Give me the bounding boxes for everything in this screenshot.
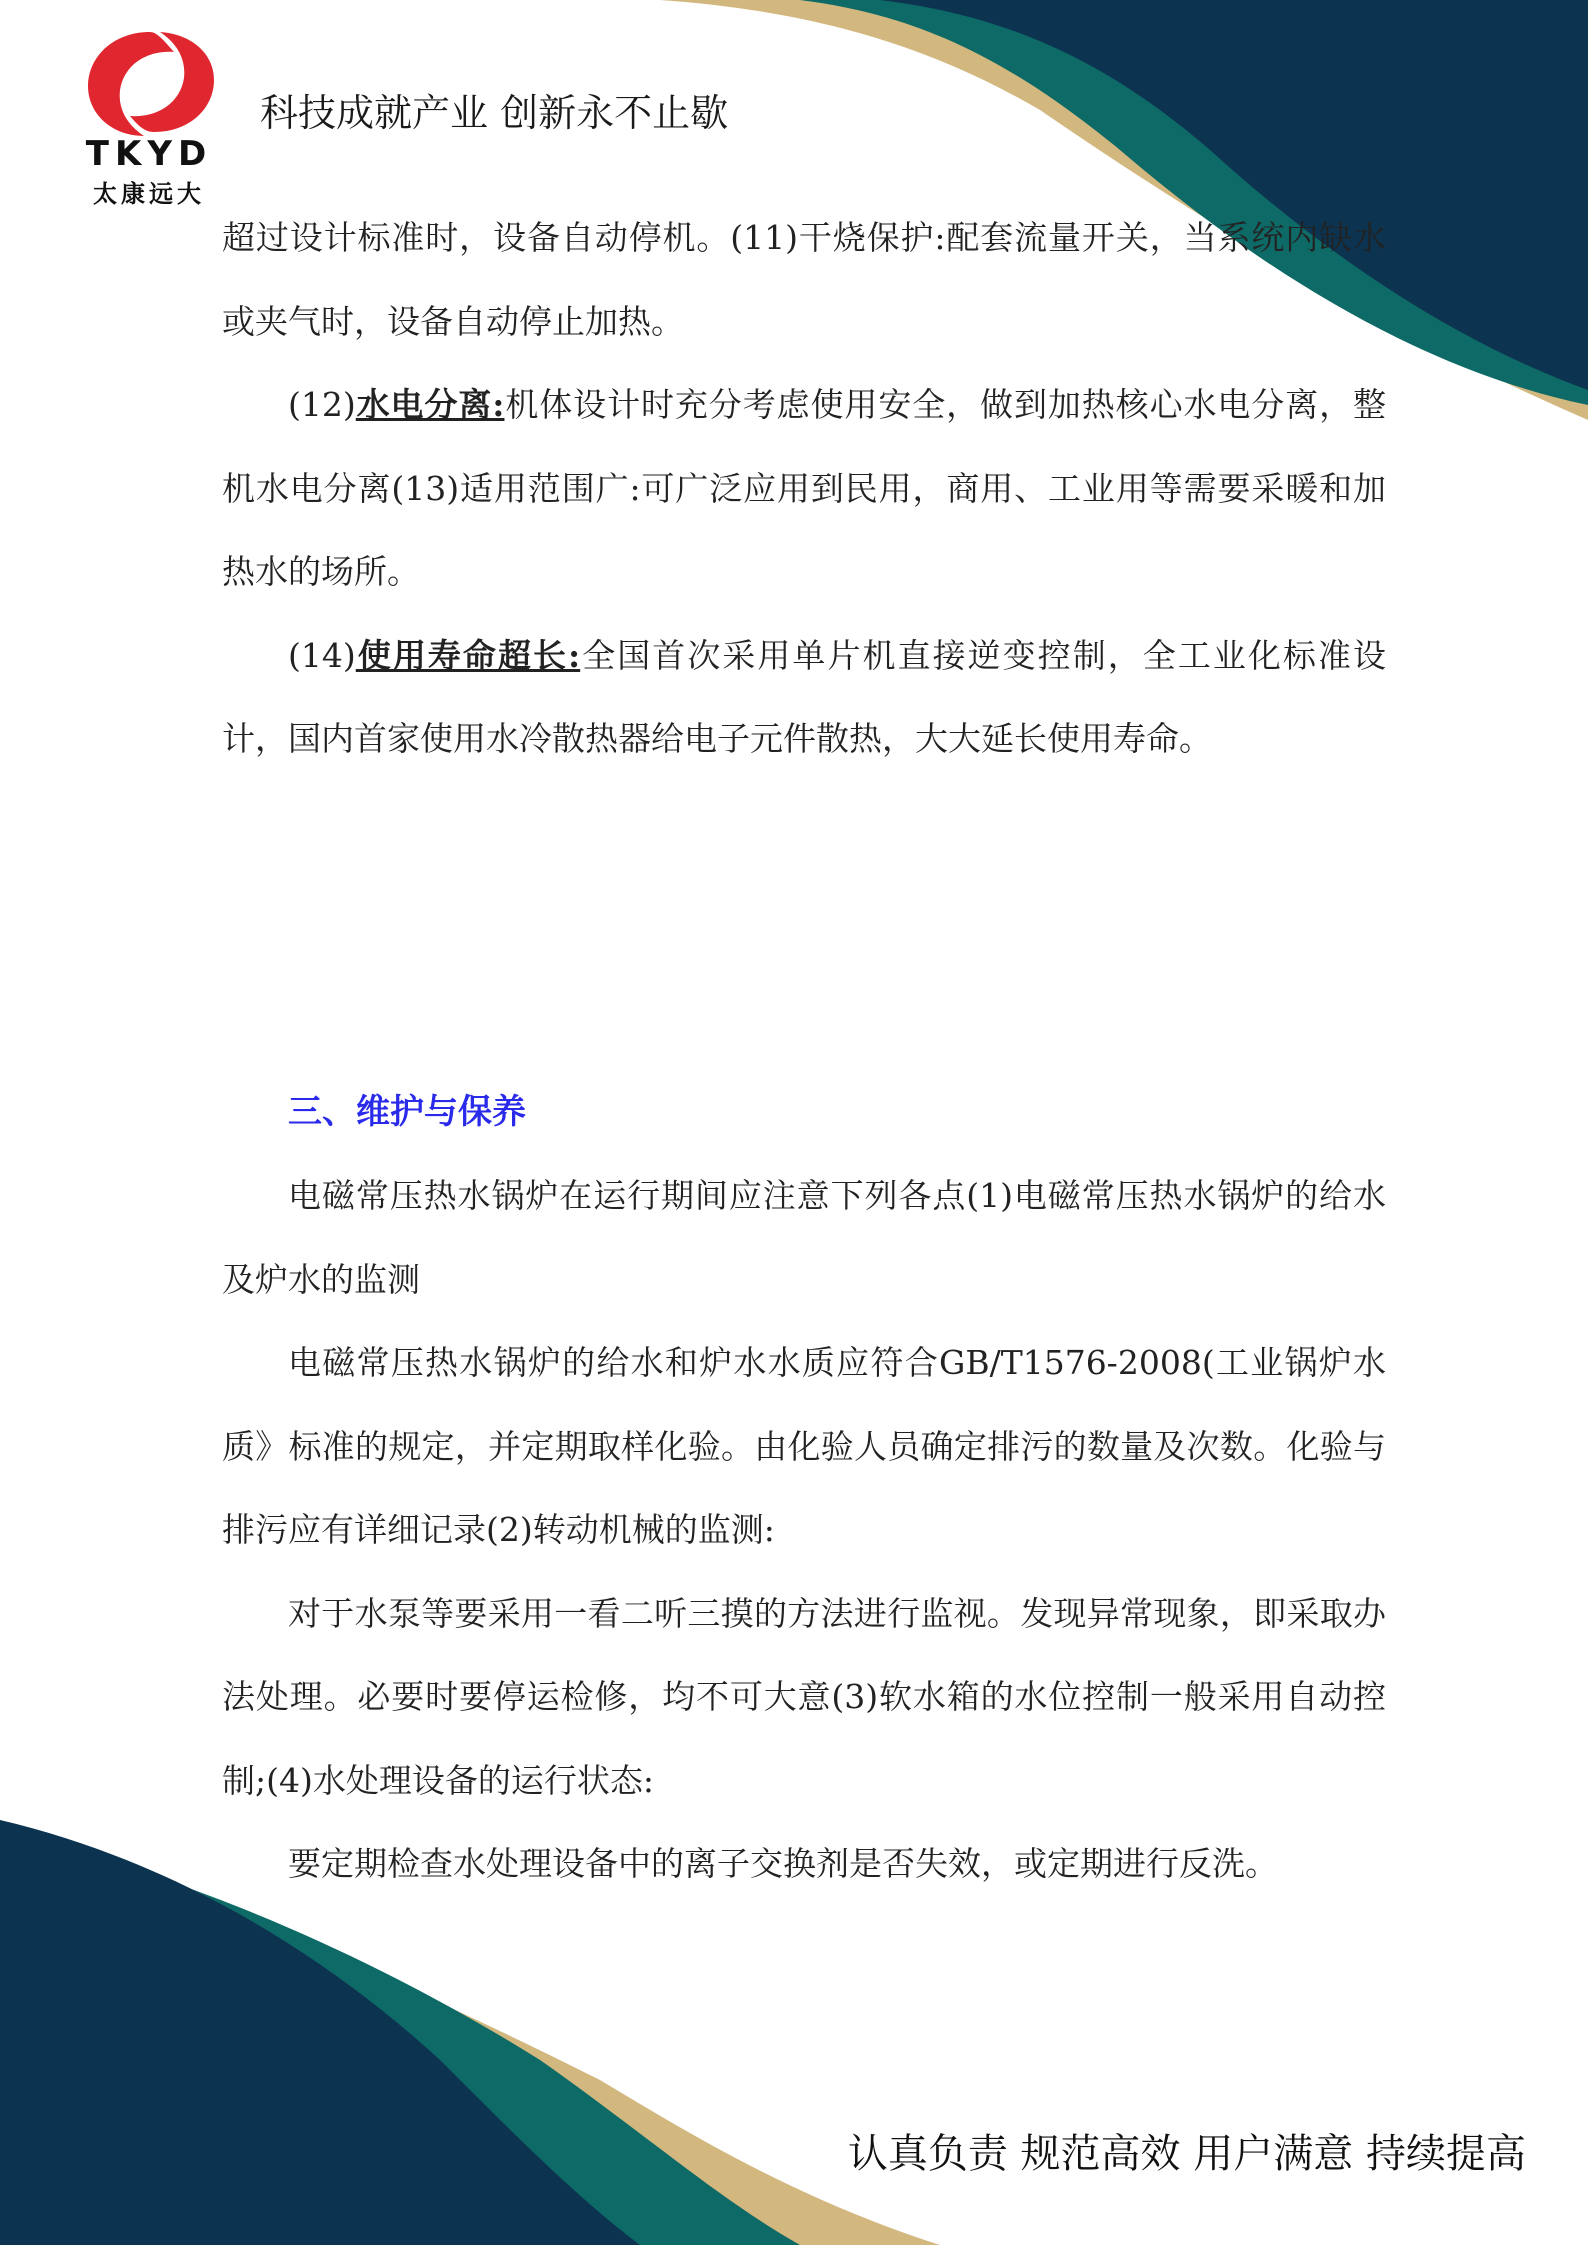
keyword-water-electric-separation: 水电分离:	[355, 385, 505, 424]
item-number: (14)	[288, 635, 356, 675]
logo-letters: TKYD	[85, 134, 213, 174]
logo-company-name: 太康远大	[93, 180, 205, 208]
paragraph-2	[222, 363, 1386, 614]
header-slogan: 科技成就产业 创新永不止歇	[260, 91, 729, 135]
item-number: (12)	[288, 385, 356, 424]
document-body	[222, 196, 1386, 1906]
section-heading: 三、维护与保养	[288, 1091, 526, 1132]
keyword-long-service-life: 使用寿命超长:	[355, 635, 581, 675]
paragraph-7: 要定期检查水处理设备中的离子交换剂是否失效，或定期进行反洗。	[288, 1844, 1278, 1883]
paragraph-3-text: 全国首次采用单片机直接逆变控制，全工业化标准设计，国内首家使用水冷散热器给电子元件散热，大大延长使用寿命。	[222, 635, 1387, 758]
company-logo	[70, 28, 230, 208]
footer-slogan: 认真负责 规范高效 用户满意 持续提高	[847, 2131, 1526, 2177]
paragraph-6: 对于水泵等要采用一看二听三摸的方法进行监视。发现异常现象，即采取办法处理。必要时要停运检修，均不可大意(3)软水箱的水位控制一般采用自动控制;(4)水处理设备的运行状态:	[222, 1593, 1386, 1800]
logo-mark-icon	[82, 28, 218, 140]
spacer	[222, 781, 1386, 1071]
paragraph-5: 电磁常压热水锅炉的给水和炉水水质应符合GB/T1576-2008(工业锅炉水质》标准的规定，并定期取样化验。由化验人员确定排污的数量及次数。化验与排污应有详细记录(2)转动机械的监测:	[222, 1343, 1386, 1549]
paragraph-4: 电磁常压热水锅炉在运行期间应注意下列各点(1)电磁常压热水锅炉的给水及炉水的监测	[222, 1176, 1386, 1299]
paragraph-1: 超过设计标准时，设备自动停机。(11)干烧保护:配套流量开关，当系统内缺水或夹气时，设备自动停止加热。	[222, 218, 1386, 341]
paragraph-3	[222, 614, 1386, 781]
paragraph-2-text: 机体设计时充分考虑使用安全，做到加热核心水电分离，整机水电分离(13)适用范围广:可广泛应用到民用，商用、工业用等需要采暖和加热水的场所。	[222, 385, 1387, 591]
